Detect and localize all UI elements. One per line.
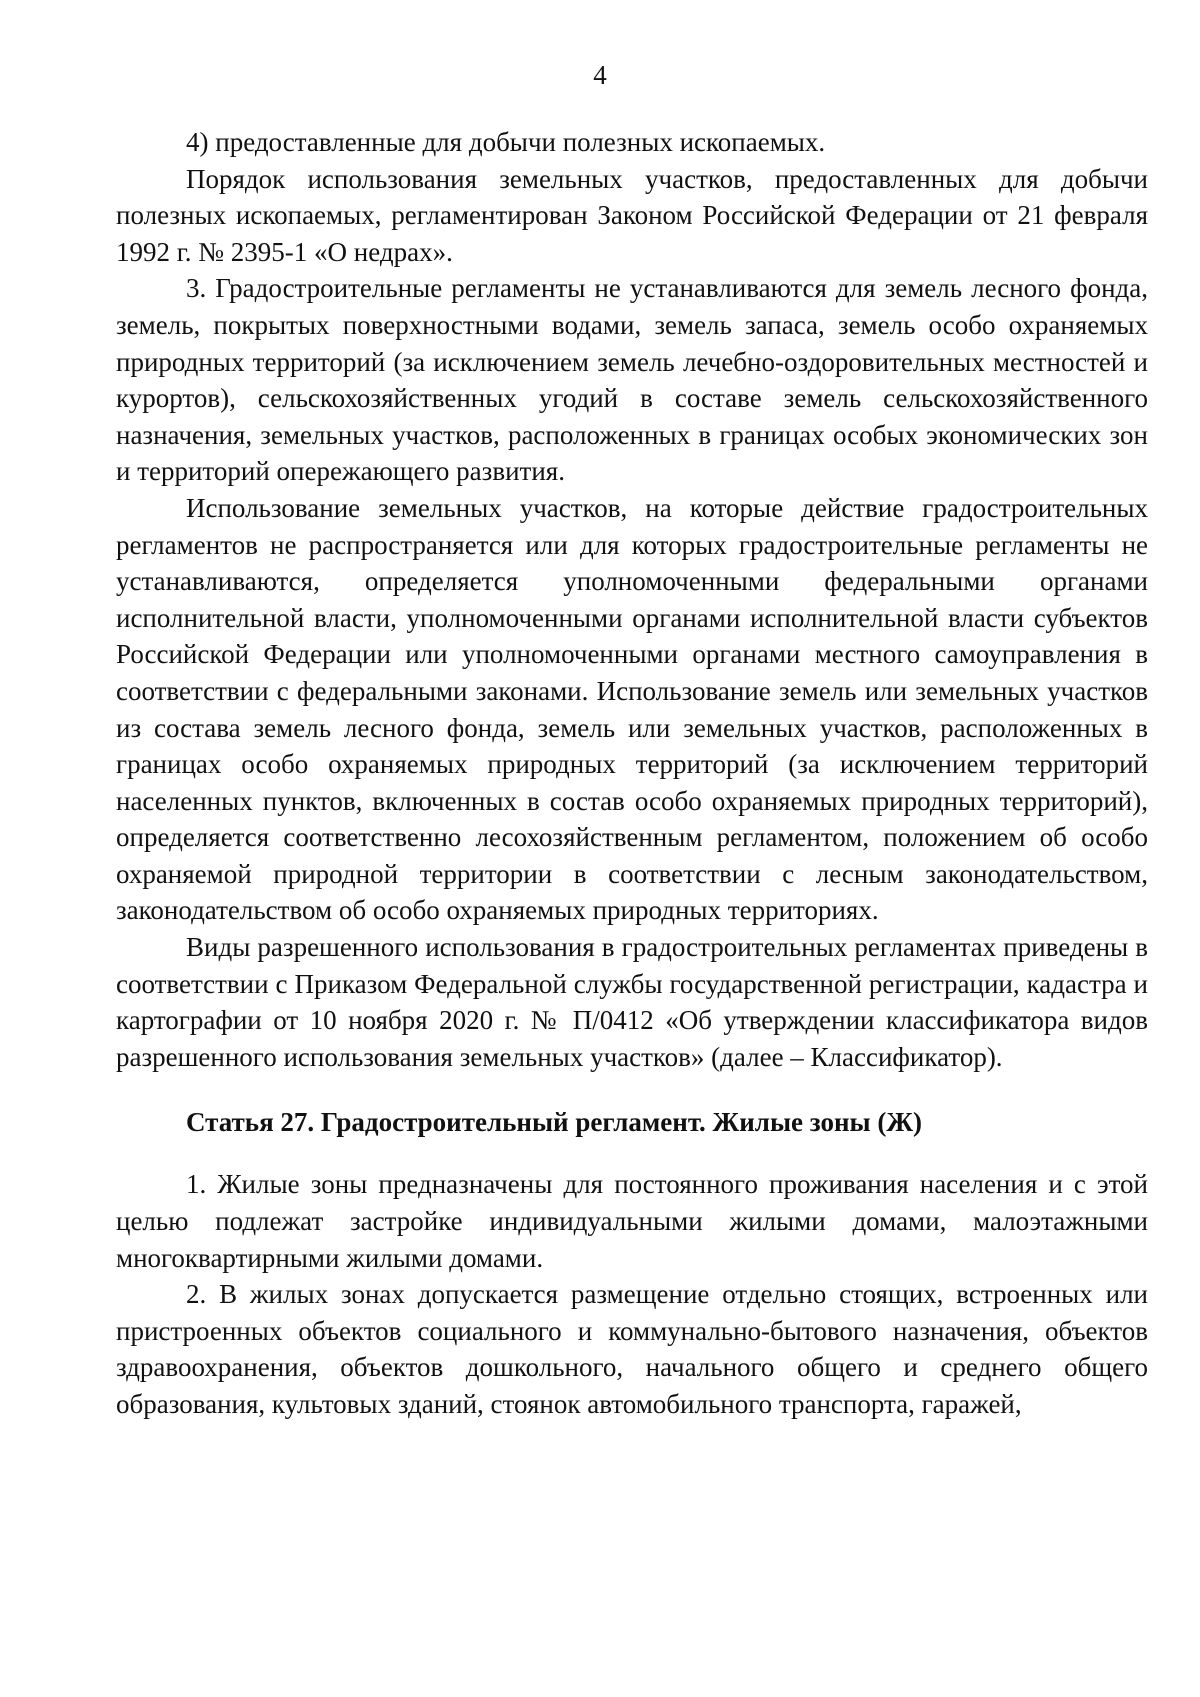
paragraph-mineral-extraction-procedure: Порядок использования земельных участков, предоставленных для добычи полезных ископаемых, регламентирован Законом Российской Федерации от 21 февраля 1992 г. № 2395-1 «О недрах». [116, 163, 1148, 267]
paragraph-residential-zones-allowed-objects: 2. В жилых зонах допускается размещение отдельно стоящих, встроенных или пристроенных объектов социального и коммунально-бытового назначения, объектов здравоохранения, объектов дошкольного, начального общего и среднего общего образования, культовых зданий, стоянок автомобильного транспорта, гаражей, [116, 1279, 1148, 1419]
document-body [116, 124, 1148, 1423]
paragraph-mineral-extraction-item: 4) предоставленные для добычи полезных ископаемых. [186, 127, 826, 157]
article-27-heading: Статья 27. Градостроительный регламент. Жилые зоны (Ж) [186, 1107, 923, 1138]
paragraph-permitted-use-types: Виды разрешенного использования в градостроительных регламентах приведены в соответствии с Приказом Федеральной службы государственной регистрации, кадастра и картографии от 10 ноября 2020 г. № П/0412 «Об утверждении классификатора видов разрешенного использования земельных участков» (далее – Классификатор). [116, 932, 1148, 1072]
paragraph-residential-zones-purpose: 1. Жилые зоны предназначены для постоянного проживания населения и с этой целью подлежат застройке индивидуальными жилыми домами, малоэтажными многоквартирными жилыми домами. [116, 1169, 1148, 1273]
paragraph-regulations-not-established: 3. Градостроительные регламенты не устанавливаются для земель лесного фонда, земель, покрытых поверхностными водами, земель запаса, земель особо охраняемых природных территорий (за исключением земель лечебно-оздоровительных местностей и курортов), сельскохозяйственных угодий в составе земель сельскохозяйственного назначения, земельных участков, расположенных в границах особых экономических зон и территорий опережающего развития. [116, 273, 1148, 487]
paragraph-land-use-determination: Использование земельных участков, на которые действие градостроительных регламентов не распространяется или для которых градостроительные регламенты не устанавливаются, определяется уполномоченными федеральными органами исполнительной власти, уполномоченными органами исполнительной власти субъектов Российской Федерации или уполномоченными органами местного самоуправления в соответствии с федеральными законами. Использование земель или земельных участков из состава земель лесного фонда, земель или земельных участков, расположенных в границах особо охраняемых природных территорий (за исключением территорий населенных пунктов, включенных в состав особо охраняемых природных территорий), определяется соответственно лесохозяйственным регламентом, положением об особо охраняемой природной территории в соответствии с лесным законодательством, законодательством об особо охраняемых природных территориях. [116, 492, 1148, 926]
page-number: 4 [593, 60, 607, 90]
